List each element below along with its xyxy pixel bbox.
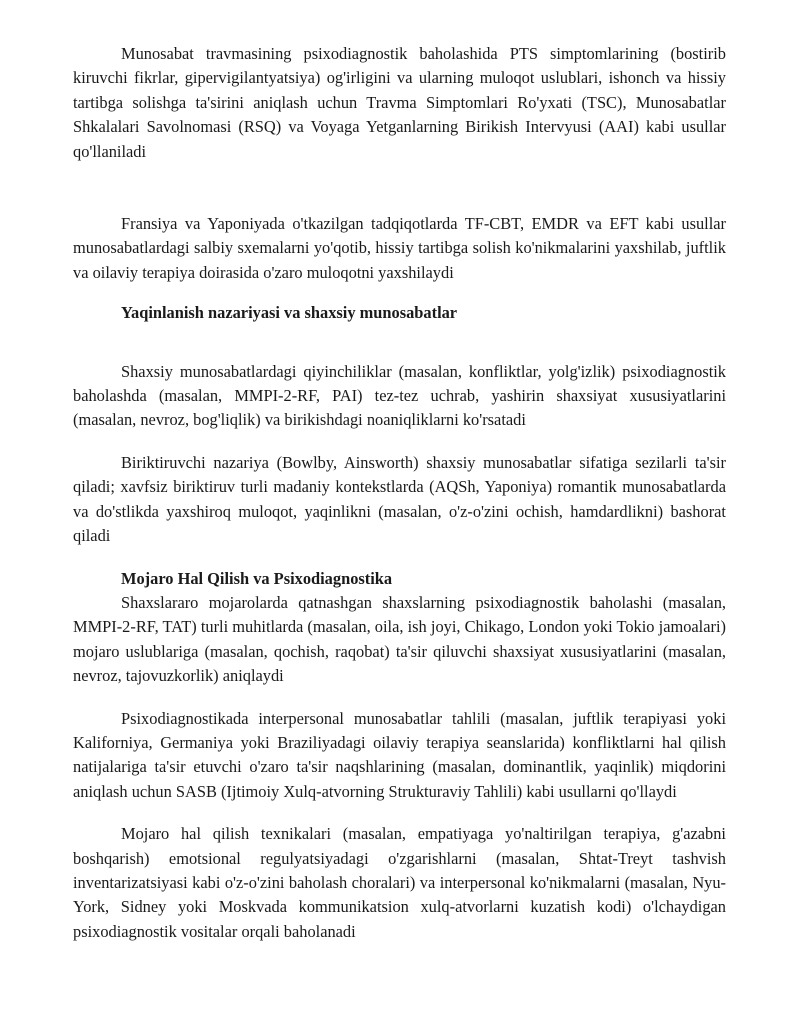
paragraph-attachment-theory: Biriktiruvchi nazariya (Bowlby, Ainsworth) shaxsiy munosabatlar sifatiga sezilarli ta'sir qiladi; xavfsiz biriktiruv turli madaniy kontekstlarda (AQSh, Yaponiya) romantik munosabatlarda va do'stlikda yaxshiroq muloqot, yaqinlikni (masalan, o'z-o'zini ochish, hamdardlikni) bashorat qiladi — [73, 452, 726, 546]
paragraph-therapy-studies: Fransiya va Yaponiyada o'tkazilgan tadqiqotlarda TF-CBT, EMDR va EFT kabi usullar munosabatlardagi salbiy sxemalarni yo'qotib, hissiy tartibga solish ko'nikmalarini yaxshilab, juftlik va oilaviy terapiya doirasida o'zaro muloqotni yaxshilaydi — [73, 214, 726, 282]
paragraph-personal-relationships: Shaxsiy munosabatlardagi qiyinchiliklar (masalan, konfliktlar, yolg'izlik) psixodiagnostik baholashda (masalan, MMPI-2-RF, PAI) tez-tez uchrab, yashirin shaxsiyat xususiyatlarini (masalan, nevroz, bog'liqlik) va birikishdagi noaniqliklarni ko'rsatadi — [73, 361, 726, 430]
document-page — [73, 42, 726, 944]
section-heading-attachment-theory: Yaqinlanish nazariyasi va shaxsiy munosabatlar — [121, 303, 458, 323]
paragraph-interpersonal-conflicts: Shaxslararo mojarolarda qatnashgan shaxslarning psixodiagnostik baholashi (masalan, MMPI-2-RF, TAT) turli muhitlarda (masalan, oila, ish joyi, Chikago, London yoki Tokio jamoalari) mojaro uslublariga (masalan, qochish, raqobat) ta'sir qiluvchi shaxsiyat xususiyatlarini (masalan, nevroz, tajovuzkorlik) aniqlaydi — [73, 592, 726, 686]
paragraph-interpersonal-analysis: Psixodiagnostikada interpersonal munosabatlar tahlili (masalan, juftlik terapiyasi yoki Kaliforniya, Germaniya yoki Braziliyadagi oilaviy terapiya seanslarida) konfliktlarni hal qilish natijalariga ta'sir etuvchi o'zaro ta'sir naqshlarining (masalan, dominantlik, yaqinlik) miqdorini aniqlash uchun SASB (Ijtimoiy Xulq-atvorning Strukturaviy Tahlili) kabi usullarni qo'llaydi — [73, 708, 726, 801]
paragraph-trauma-assessment: Munosabat travmasining psixodiagnostik baholashida PTS simptomlarining (bostirib kiruvchi fikrlar, gipervigilantyatsiya) og'irligini va ularning muloqot uslublari, ishonch va hissiy tartibga solishga ta'sirini aniqlash uchun Travma Simptomlari Ro'yxati (TSC), Munosabatlar Shkalalari Savolnomasi (RSQ) va Voyaga Yetganlarning Birikish Intervyusi (AAI) kabi usullar qo'llaniladi — [73, 44, 726, 161]
paragraph-conflict-techniques: Mojaro hal qilish texnikalari (masalan, empatiyaga yo'naltirilgan terapiya, g'azabni boshqarish) emotsional regulyatsiyadagi o'zgarishlarni (masalan, Shtat-Treyt tashvish inventarizatsiyasi kabi o'z-o'zini baholash choralari) va interpersonal ko'nikmalarni (masalan, Nyu-York, Sidney yoki Moskvada kommunikatsion xulq-atvorlarni kuzatish kodi) o'lchaydigan psixodiagnostik vositalar orqali baholanadi — [73, 824, 726, 941]
section-heading-conflict-resolution: Mojaro Hal Qilish va Psixodiagnostika — [121, 568, 393, 588]
